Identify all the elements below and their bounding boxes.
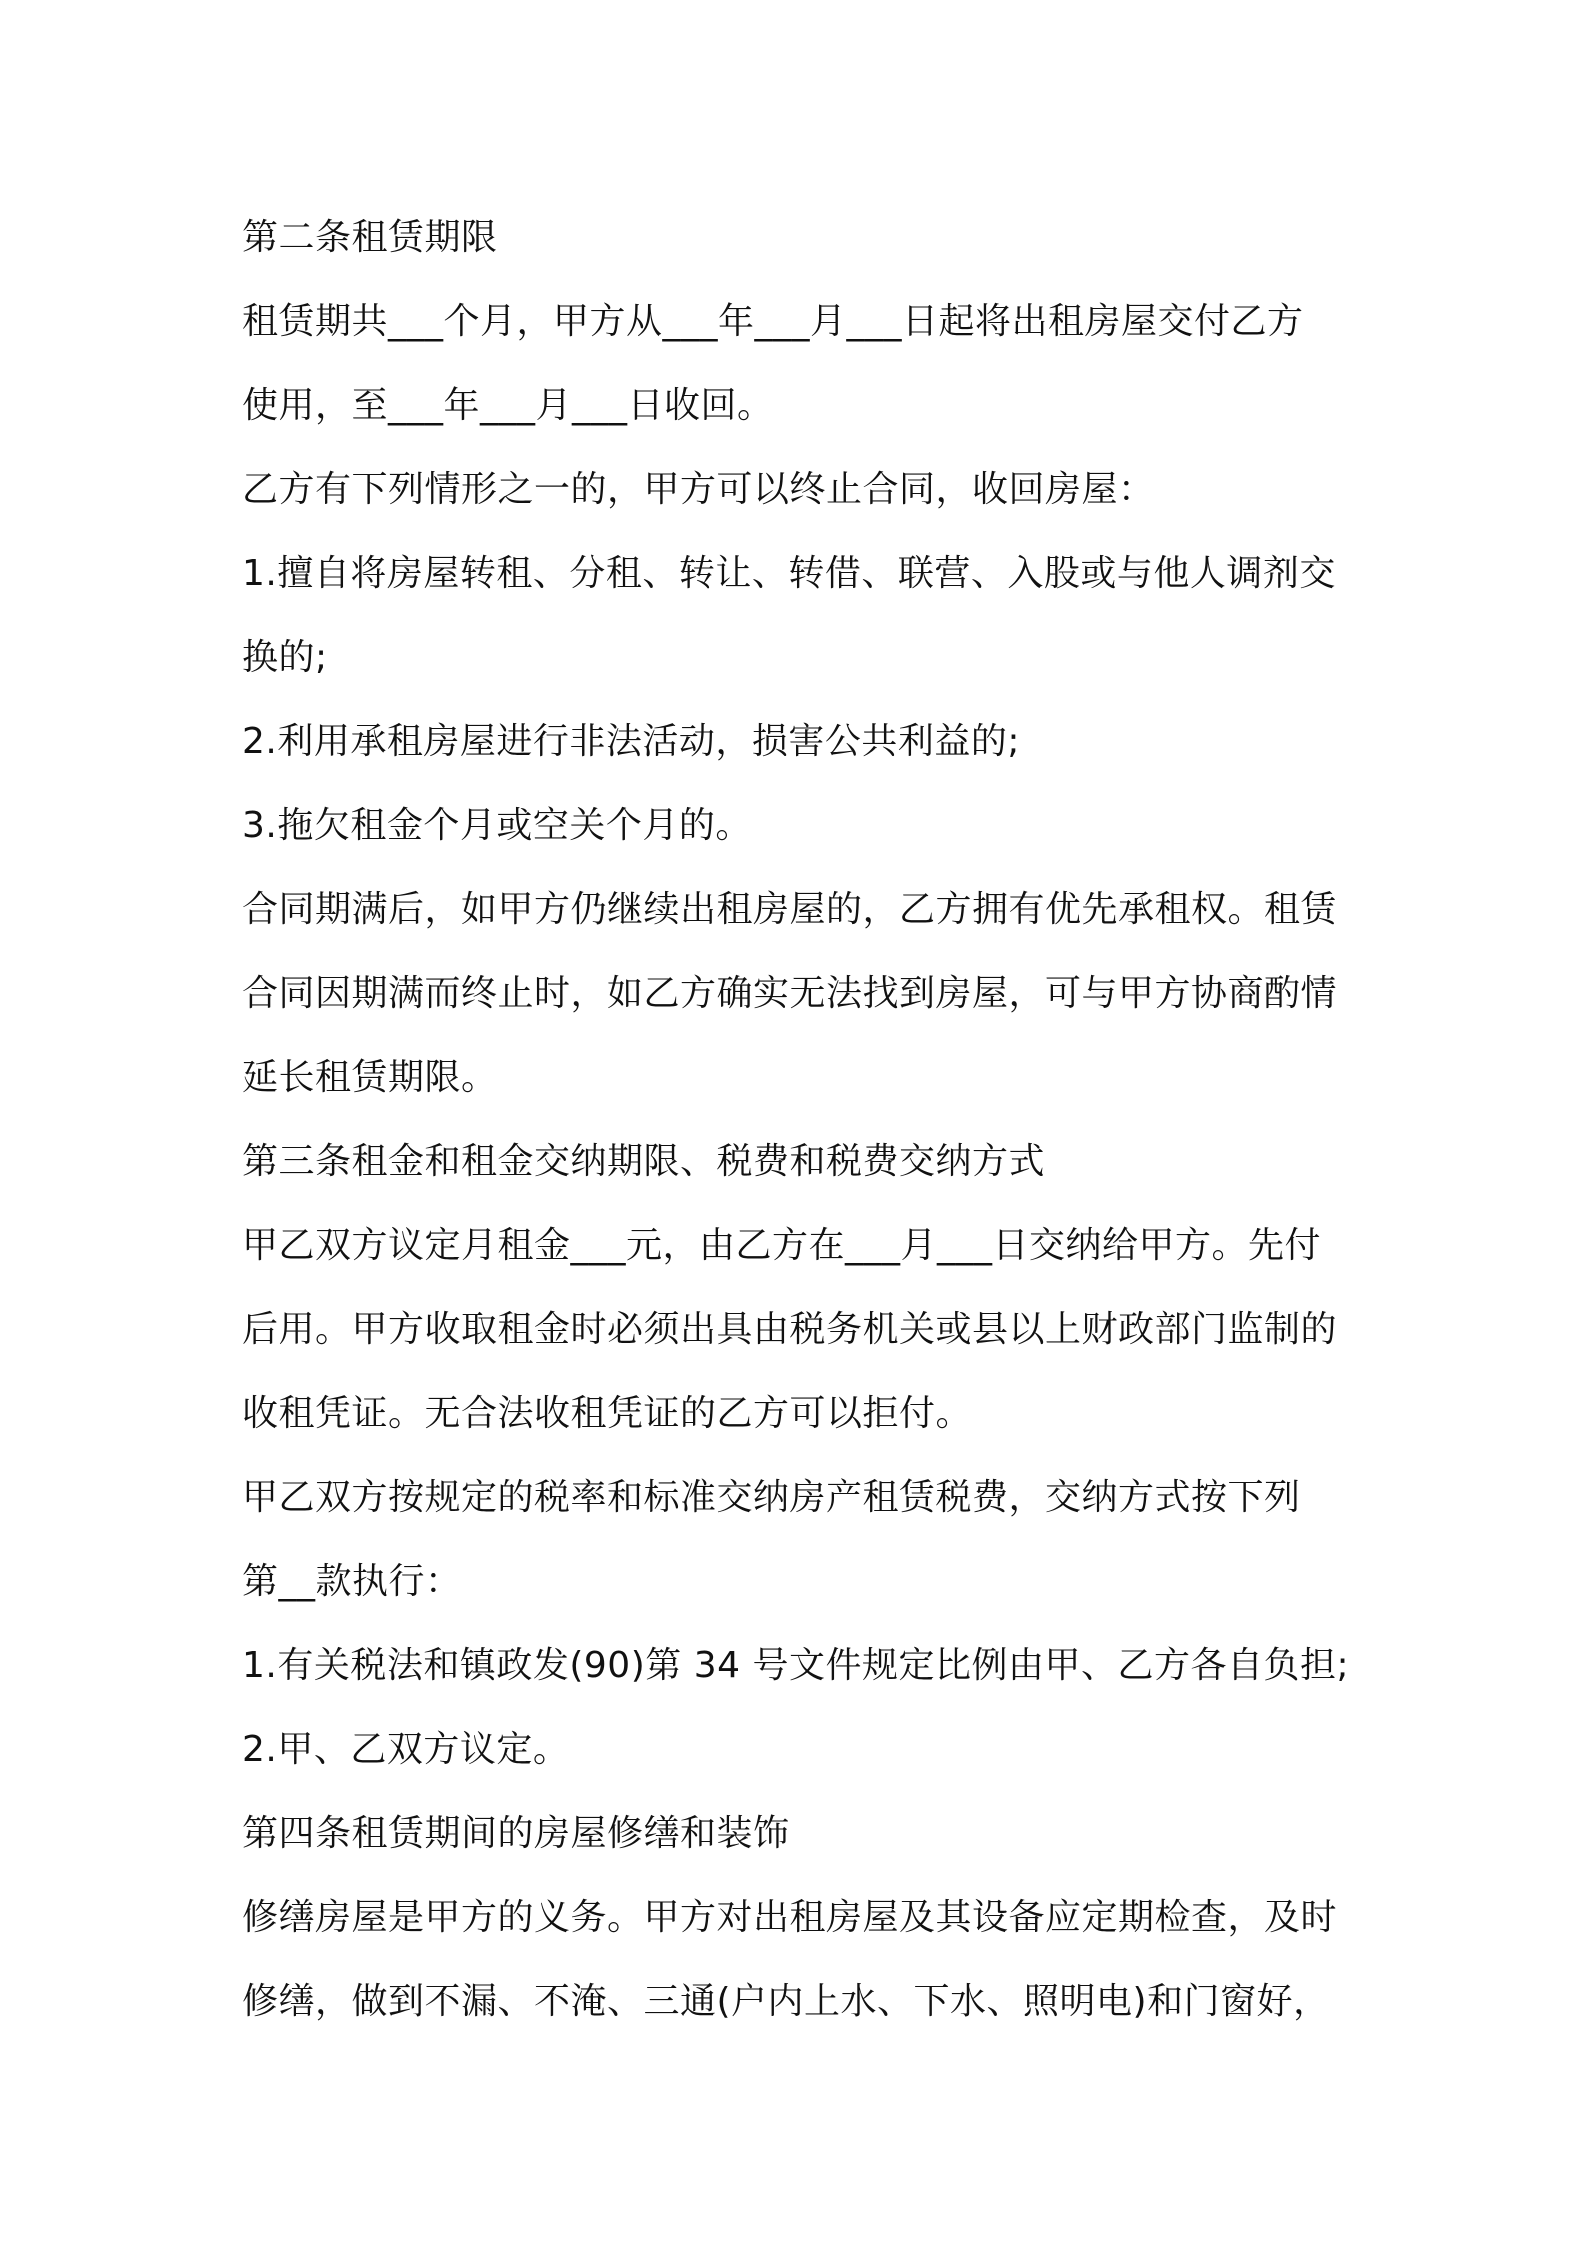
paragraph-line: 后用。甲方收取租金时必须出具由税务机关或县以上财政部门监制的: [242, 1309, 1338, 1350]
paragraph-line: 租赁期共___个月，甲方从___年___月___日起将出租房屋交付乙方: [242, 301, 1304, 342]
paragraph-line: 甲乙双方按规定的税率和标准交纳房产租赁税费，交纳方式按下列: [242, 1477, 1301, 1518]
paragraph-line: 甲乙双方议定月租金___元，由乙方在___月___日交纳给甲方。先付: [242, 1225, 1322, 1266]
list-item-line: 1.有关税法和镇政发(90)第 34 号文件规定比例由甲、乙方各自负担;: [242, 1645, 1350, 1686]
paragraph-line: 收租凭证。无合法收租凭证的乙方可以拒付。: [242, 1393, 973, 1434]
paragraph-line: 修缮，做到不漏、不淹、三通(户内上水、下水、照明电)和门窗好，: [242, 1981, 1330, 2022]
list-item-line: 2.利用承租房屋进行非法活动，损害公共利益的;: [242, 721, 1020, 762]
list-item-line: 1.擅自将房屋转租、分租、转让、转借、联营、入股或与他人调剂交: [242, 553, 1336, 594]
paragraph-line: 合同因期满而终止时，如乙方确实无法找到房屋，可与甲方协商酌情: [242, 973, 1338, 1014]
list-item-line: 3.拖欠租金个月或空关个月的。: [242, 805, 752, 846]
paragraph-line: 第__款执行：: [242, 1561, 462, 1602]
list-item-line: 换的;: [242, 637, 328, 678]
paragraph-line: 修缮房屋是甲方的义务。甲方对出租房屋及其设备应定期检查，及时: [242, 1897, 1338, 1938]
paragraph-line: 延长租赁期限。: [242, 1057, 498, 1098]
section-heading-article-4: 第四条租赁期间的房屋修缮和装饰: [242, 1813, 790, 1854]
section-heading-article-3: 第三条租金和租金交纳期限、税费和税费交纳方式: [242, 1141, 1046, 1182]
section-heading-article-2: 第二条租赁期限: [242, 217, 498, 258]
paragraph-line: 乙方有下列情形之一的，甲方可以终止合同，收回房屋：: [242, 469, 1155, 510]
paragraph-line: 合同期满后，如甲方仍继续出租房屋的，乙方拥有优先承租权。租赁: [242, 889, 1338, 930]
paragraph-line: 使用，至___年___月___日收回。: [242, 385, 774, 426]
list-item-line: 2.甲、乙双方议定。: [242, 1729, 570, 1770]
document-body: [242, 196, 1362, 2044]
